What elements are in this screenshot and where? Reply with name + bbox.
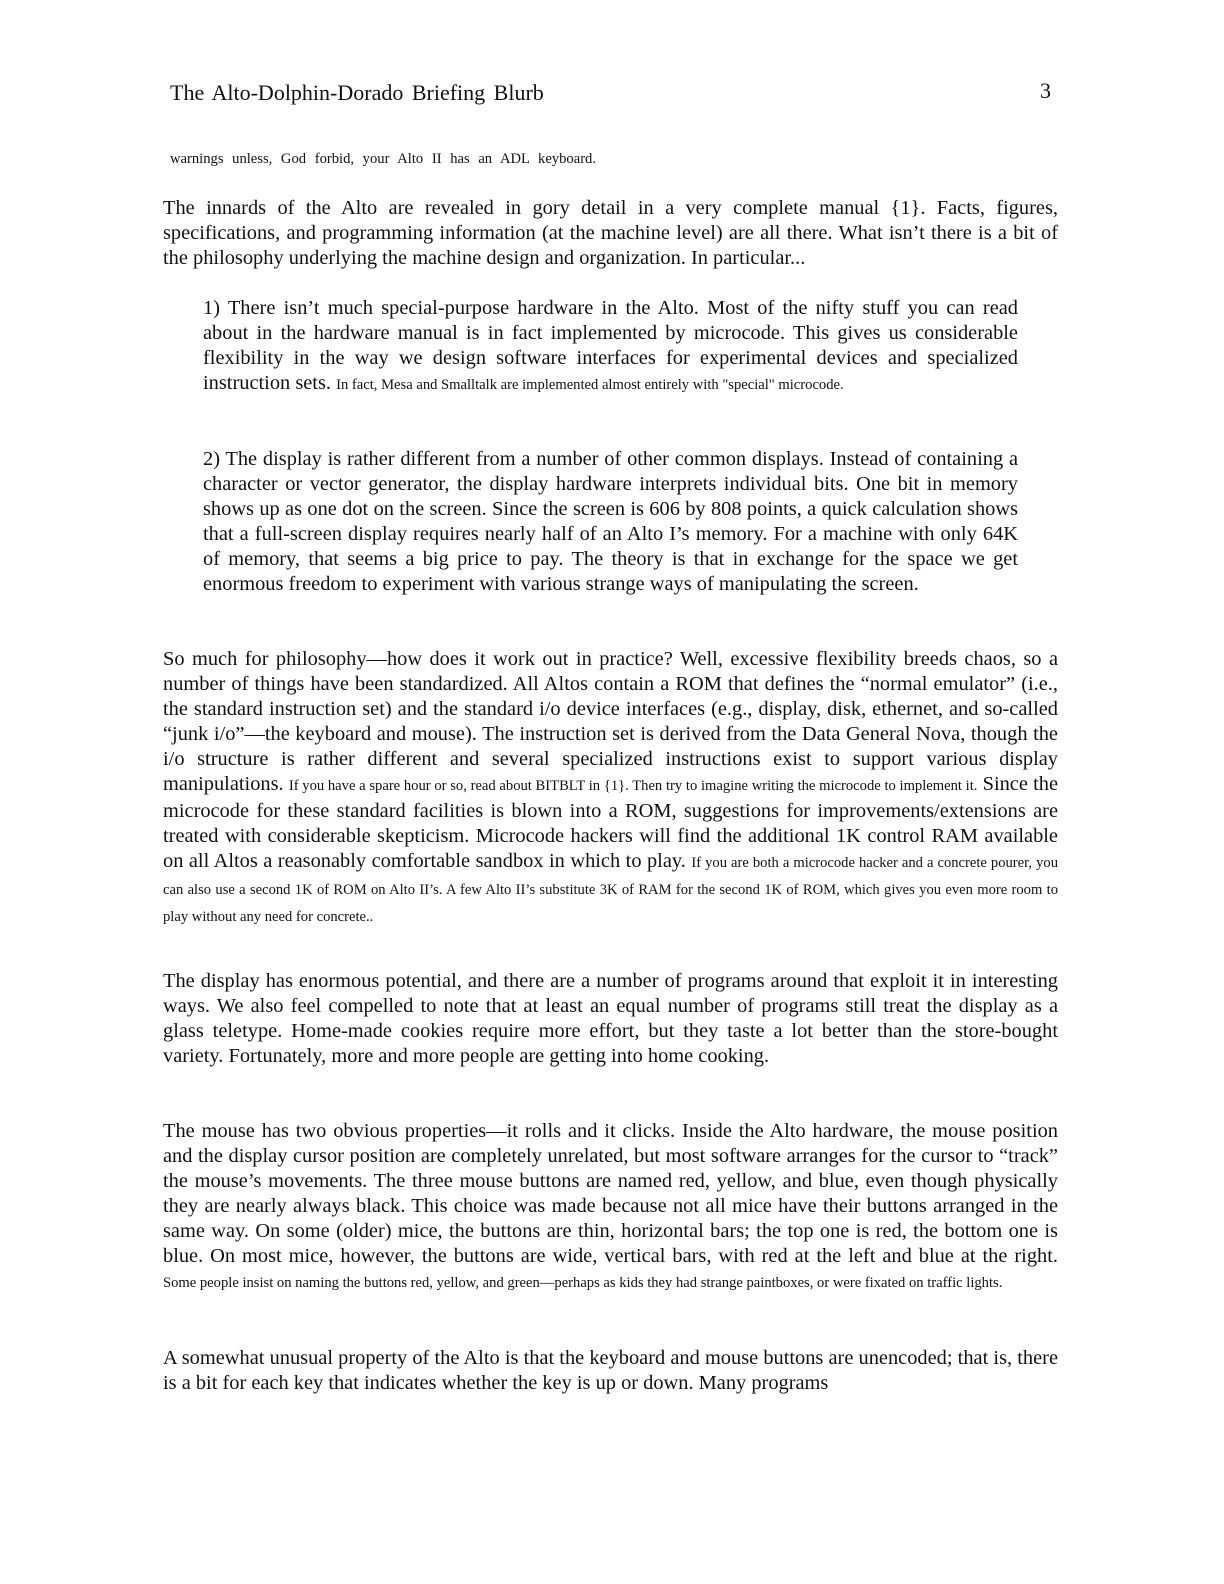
paragraph-display: The display has enormous potential, and there are a number of programs around that exploit it in interesting ways. We also feel compelled to note that at least an equal number of programs still treat the display as a glass teletype. Home-made cookies require more effort, but they taste a lot better than the store-bought variety. Fortunately, more and more people are getting into home cooking. <box>163 970 1058 1067</box>
paragraph-mouse <box>163 1119 1058 1296</box>
philosophy-aside-rom: If you are both a microcode hacker and a concrete pourer, you can also use a second 1K of ROM on Alto II’s. A few Alto II’s substitute 3K of RAM for the second 1K of ROM, which gives you even more room to play without any need for concrete.. <box>163 855 1058 925</box>
paragraph-point-2: 2) The display is rather different from a number of other common displays. Instead of containing a character or vector generator, the display hardware interprets individual bits. One bit in memory shows up as one dot on the screen. Since the screen is 606 by 808 points, a quick calculation shows that a full-screen display requires nearly half of an Alto I’s memory. For a machine with only 64K of memory, that seems a big price to pay. The theory is that in exchange for the space we get enormous freedom to experiment with various strange ways of manipulating the screen. <box>203 448 1018 595</box>
point-1-footnote: In fact, Mesa and Smalltalk are implemented almost entirely with "special" microcode. <box>336 377 844 393</box>
paragraph-continuation: warnings unless, God forbid, your Alto II has an ADL keyboard. <box>170 151 596 167</box>
mouse-aside: Some people insist on naming the buttons red, yellow, and green—perhaps as kids they had strange paintboxes, or were fixated on traffic lights. <box>163 1275 1003 1291</box>
philosophy-aside-bitblt: If you have a spare hour or so, read about BITBLT in {1}. Then try to imagine writing the microcode to implement it. <box>288 778 978 794</box>
point-1-main: 1) There isn’t much special-purpose hardware in the Alto. Most of the nifty stuff you can read about in the hardware manual is in fact implemented by microcode. This gives us considerable flexibility in the way we design software interfaces for experimental devices and specialized instruction sets. <box>203 297 1018 394</box>
paragraph-keyboard: A somewhat unusual property of the Alto is that the keyboard and mouse buttons are unencoded; that is, there is a bit for each key that indicates whether the key is up or down. Many programs <box>163 1347 1058 1394</box>
paragraph-point-1 <box>203 296 1018 398</box>
page-number: 3 <box>1040 78 1051 103</box>
paragraph-innards: The innards of the Alto are revealed in gory detail in a very complete manual {1}. Facts, figures, specifications, and programming information (at the machine level) are all there. What isn’t there is a bit of the philosophy underlying the machine design and organization. In particular... <box>163 197 1058 269</box>
running-header-title: The Alto-Dolphin-Dorado Briefing Blurb <box>170 80 544 105</box>
philosophy-text-b: Since the microcode for these standard facilities is blown into a ROM, suggestions for improvements/extensions are treated with considerable skepticism. Microcode hackers will find the additional 1K control RAM available on all Altos a reasonably comfortable sandbox in which to play. <box>163 773 1058 872</box>
mouse-text: The mouse has two obvious properties—it rolls and it clicks. Inside the Alto hardware, the mouse position and the display cursor position are completely unrelated, but most software arranges for the cursor to “track” the mouse’s movements. The three mouse buttons are named red, yellow, and blue, even though physically they are nearly always black. This choice was made because not all mice have their buttons arranged in the same way. On some (older) mice, the buttons are thin, horizontal bars; the top one is red, the bottom one is blue. On most mice, however, the buttons are wide, vertical bars, with red at the left and blue at the right. <box>163 1120 1058 1267</box>
philosophy-text-a: So much for philosophy—how does it work out in practice? Well, excessive flexibility breeds chaos, so a number of things have been standardized. All Altos contain a ROM that defines the “normal emulator” (i.e., the standard instruction set) and the standard i/o device interfaces (e.g., display, disk, ethernet, and so-called “junk i/o”—the keyboard and mouse). The instruction set is derived from the Data General Nova, though the i/o structure is rather different and several specialized instructions exist to support various display manipulations. <box>163 648 1058 795</box>
paragraph-philosophy <box>163 647 1058 930</box>
